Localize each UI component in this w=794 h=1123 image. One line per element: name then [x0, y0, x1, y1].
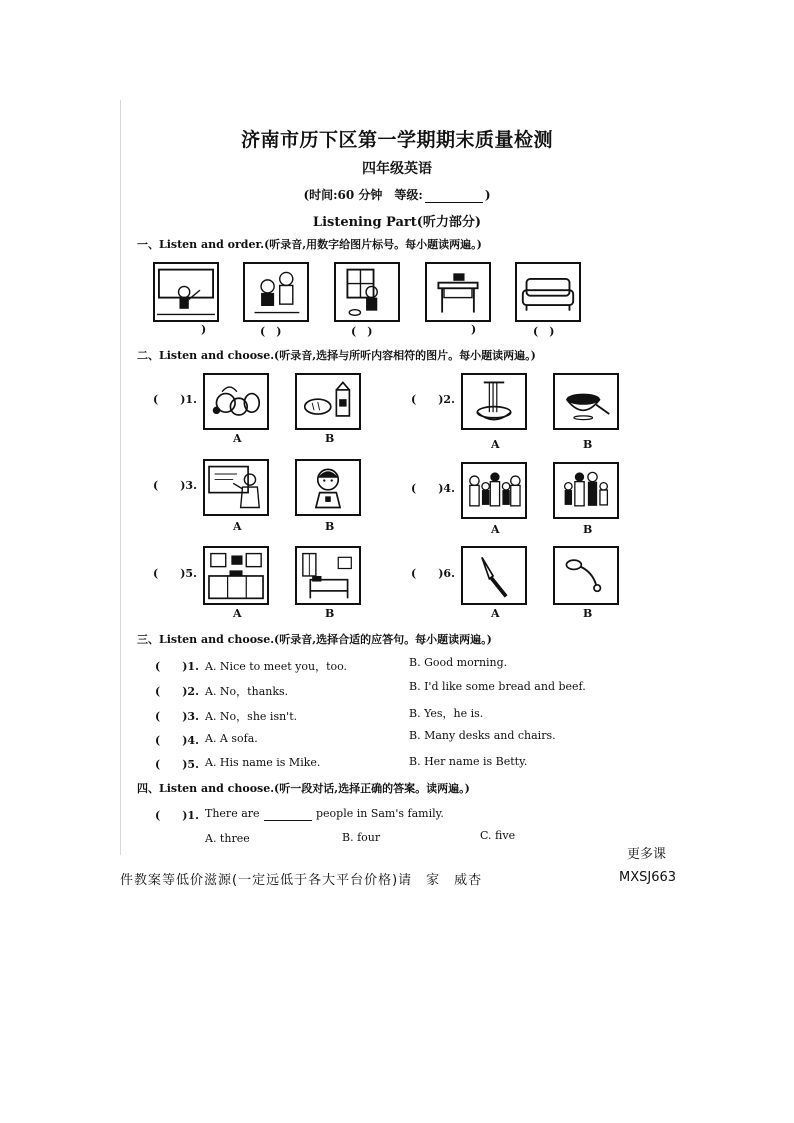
bedroom-illustration	[297, 548, 359, 603]
s1-pic-blackboard	[153, 262, 219, 322]
part-title: Listening Part(听力部分)	[312, 215, 482, 230]
s2-q4-pic-a[interactable]	[461, 462, 527, 519]
time-close: )	[484, 188, 491, 202]
s2-q3-number[interactable]: ( )3.	[153, 479, 197, 492]
sofa-illustration	[517, 264, 579, 320]
vegetables-illustration	[205, 375, 267, 428]
s2-q2-number[interactable]: ( )2.	[411, 393, 455, 406]
s2-q5-label-b: B	[325, 607, 335, 620]
s2-q6-label-a: A	[491, 607, 500, 620]
s2-q2-label-b: B	[583, 438, 593, 451]
page-subtitle: 四年级英语	[362, 161, 432, 177]
s2-q1-label-a: A	[233, 432, 242, 445]
s3-q3-number[interactable]: ( )3.	[155, 710, 199, 723]
s4-q1-blank[interactable]	[264, 807, 312, 821]
s2-q2-label-a: A	[491, 438, 500, 451]
s2-q3-label-a: A	[233, 520, 242, 533]
s1-pic-window	[334, 262, 400, 322]
s1-paren-1[interactable]: )	[201, 323, 207, 336]
s4-q1-text-after: people in Sam's family.	[316, 807, 444, 820]
family-of-four-illustration	[555, 464, 617, 517]
s1-paren-3[interactable]: ( )	[351, 325, 373, 338]
s2-q5-pic-a[interactable]	[203, 546, 269, 605]
s2-q1-number[interactable]: ( )1.	[153, 393, 197, 406]
s1-paren-5[interactable]: ( )	[533, 325, 555, 338]
s2-q5-label-a: A	[233, 607, 242, 620]
s2-q6-pic-b[interactable]	[553, 546, 619, 605]
children-illustration	[245, 264, 307, 320]
section1-heading: 一、Listen and order.(听录音,用数字给图片标号。每小题读两遍。)	[137, 238, 482, 251]
teacher-illustration	[205, 461, 267, 514]
s2-q2-pic-b[interactable]	[553, 373, 619, 430]
kitchen-illustration	[205, 548, 267, 603]
s2-q1-pic-b[interactable]	[295, 373, 361, 430]
s2-q1-label-b: B	[325, 432, 335, 445]
footer-code: MXSJ663	[619, 870, 677, 885]
s3-q1-option-b[interactable]: B. Good morning.	[409, 656, 508, 669]
knife-illustration	[463, 548, 525, 603]
s2-q4-number[interactable]: ( )4.	[411, 482, 455, 495]
time-label: (时间:60 分钟 等级:	[303, 188, 423, 202]
desk-illustration	[427, 264, 489, 320]
s3-q4-option-a[interactable]: A. A sofa.	[205, 732, 258, 745]
s4-q1-text-before: There are	[205, 807, 260, 820]
window-cleaning-illustration	[336, 264, 398, 320]
s3-q2-number[interactable]: ( )2.	[155, 685, 199, 698]
girl-illustration	[297, 461, 359, 514]
s3-q4-number[interactable]: ( )4.	[155, 734, 199, 747]
grade-blank[interactable]	[425, 190, 483, 203]
s3-q2-option-b[interactable]: B. I'd like some bread and beef.	[409, 680, 586, 693]
s4-q1-number[interactable]: ( )1.	[155, 809, 199, 822]
s3-q1-option-a[interactable]: A. Nice to meet you，too.	[205, 660, 348, 673]
blackboard-illustration	[155, 264, 217, 320]
s3-q1-number[interactable]: ( )1.	[155, 660, 199, 673]
s3-q3-option-b[interactable]: B. Yes，he is.	[409, 707, 484, 720]
time-grade-line	[0, 186, 794, 203]
s4-option-a[interactable]: A. three	[205, 832, 250, 845]
s1-paren-2[interactable]: ( )	[260, 325, 282, 338]
s2-q5-number[interactable]: ( )5.	[153, 567, 197, 580]
s2-q6-label-b: B	[583, 607, 593, 620]
section4-heading: 四、Listen and choose.(听一段对话,选择正确的答案。读两遍。)	[137, 782, 470, 795]
s3-q4-option-b[interactable]: B. Many desks and chairs.	[409, 729, 556, 742]
s3-q5-option-b[interactable]: B. Her name is Betty.	[409, 755, 528, 768]
s3-q3-option-a[interactable]: A. No，she isn't.	[205, 710, 298, 723]
page-title: 济南市历下区第一学期期末质量检测	[240, 129, 553, 151]
bread-milk-illustration	[297, 375, 359, 428]
s3-q5-number[interactable]: ( )5.	[155, 758, 199, 771]
s2-q4-pic-b[interactable]	[553, 462, 619, 519]
s2-q6-pic-a[interactable]	[461, 546, 527, 605]
s1-pic-sofa	[515, 262, 581, 322]
section3-heading: 三、Listen and choose.(听录音,选择合适的应答句。每小题读两遍。)	[137, 633, 492, 646]
s2-q5-pic-b[interactable]	[295, 546, 361, 605]
spoon-illustration	[555, 548, 617, 603]
s4-option-c[interactable]: C. five	[480, 829, 516, 842]
s2-q3-pic-a[interactable]	[203, 459, 269, 516]
footer-more: 更多课	[627, 847, 667, 862]
s2-q6-number[interactable]: ( )6.	[411, 567, 455, 580]
s2-q3-pic-b[interactable]	[295, 459, 361, 516]
s1-paren-4[interactable]: )	[471, 323, 477, 336]
family-of-five-illustration	[463, 464, 525, 517]
footer-ad-line: 件教案等低价滋源(一定远低于各大平台价格)请 家 威杏	[120, 873, 483, 888]
soup-bowl-illustration	[555, 375, 617, 428]
s2-q1-pic-a[interactable]	[203, 373, 269, 430]
s4-option-b[interactable]: B. four	[342, 831, 381, 844]
s2-q4-label-a: A	[491, 523, 500, 536]
noodles-illustration	[463, 375, 525, 428]
s3-q2-option-a[interactable]: A. No，thanks.	[205, 685, 289, 698]
s1-pic-desk	[425, 262, 491, 322]
s2-q2-pic-a[interactable]	[461, 373, 527, 430]
s2-q3-label-b: B	[325, 520, 335, 533]
section2-heading: 二、Listen and choose.(听录音,选择与所听内容相符的图片。每小题读两遍。)	[137, 349, 536, 362]
s3-q5-option-a[interactable]: A. His name is Mike.	[205, 756, 321, 769]
s2-q4-label-b: B	[583, 523, 593, 536]
s1-pic-children	[243, 262, 309, 322]
